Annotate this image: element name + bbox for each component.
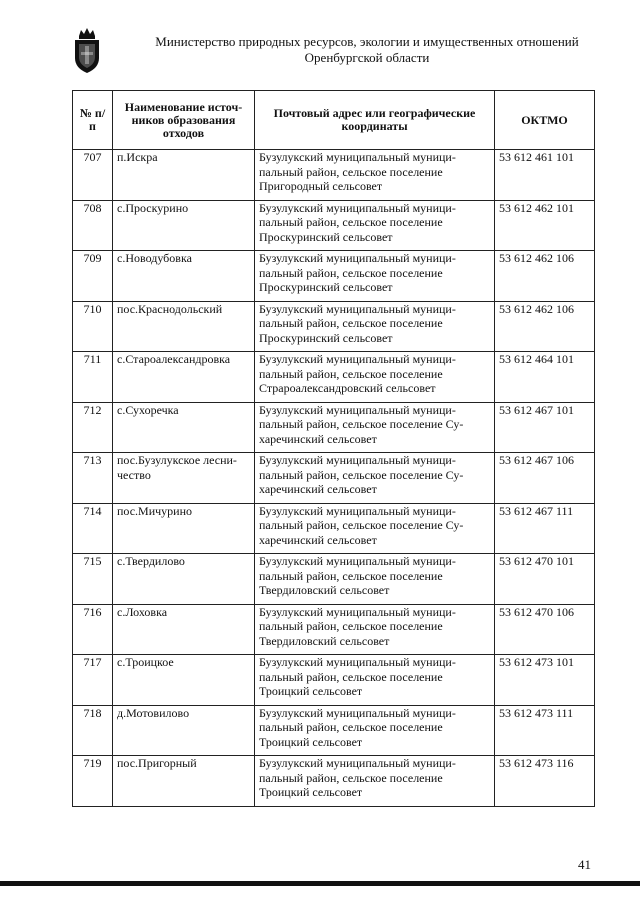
ministry-title-line2: Оренбургской области bbox=[304, 50, 430, 65]
source-name: с.Проскурино bbox=[113, 200, 255, 251]
source-name: с.Троицкое bbox=[113, 655, 255, 706]
oktmo-code: 53 612 473 116 bbox=[495, 756, 595, 807]
source-name: с.Староалександровка bbox=[113, 352, 255, 403]
address-cell: Бузулукский муниципальный муници-пальный район, сельское поселение Пригородный сельсовет bbox=[255, 150, 495, 201]
row-number: 711 bbox=[73, 352, 113, 403]
address-cell: Бузулукский муниципальный муници-пальный район, сельское поселение Проскуринский сельсовет bbox=[255, 200, 495, 251]
column-header-oktmo: ОКТМО bbox=[495, 91, 595, 150]
ministry-title bbox=[132, 34, 602, 66]
table-header-row bbox=[73, 91, 595, 150]
oktmo-code: 53 612 464 101 bbox=[495, 352, 595, 403]
source-name: пос.Краснодольский bbox=[113, 301, 255, 352]
source-name: с.Новодубовка bbox=[113, 251, 255, 302]
address-cell: Бузулукский муниципальный муници-пальный район, сельское поселение Проскуринский сельсовет bbox=[255, 301, 495, 352]
source-name: пос.Пригорный bbox=[113, 756, 255, 807]
column-header-address: Почтовый адрес или географические координаты bbox=[255, 91, 495, 150]
source-name: с.Лоховка bbox=[113, 604, 255, 655]
address-cell: Бузулукский муниципальный муници-пальный район, сельское поселение Троицкий сельсовет bbox=[255, 655, 495, 706]
page-number: 41 bbox=[578, 857, 591, 872]
source-name: пос.Бузулукское лесни-чество bbox=[113, 453, 255, 504]
oktmo-code: 53 612 467 101 bbox=[495, 402, 595, 453]
row-number: 719 bbox=[73, 756, 113, 807]
document-header bbox=[72, 26, 612, 76]
table-row bbox=[73, 554, 595, 605]
ministry-title-line1: Министерство природных ресурсов, экологии и имущественных отношений bbox=[155, 34, 579, 49]
table-row bbox=[73, 655, 595, 706]
row-number: 718 bbox=[73, 705, 113, 756]
oktmo-code: 53 612 462 106 bbox=[495, 251, 595, 302]
oktmo-code: 53 612 467 106 bbox=[495, 453, 595, 504]
waste-sources-table bbox=[72, 90, 595, 807]
table-row bbox=[73, 705, 595, 756]
address-cell: Бузулукский муниципальный муници-пальный район, сельское поселение Су-харечинский сельсовет bbox=[255, 402, 495, 453]
row-number: 714 bbox=[73, 503, 113, 554]
table-row bbox=[73, 200, 595, 251]
address-cell: Бузулукский муниципальный муници-пальный район, сельское поселение Твердиловский сельсовет bbox=[255, 604, 495, 655]
row-number: 716 bbox=[73, 604, 113, 655]
oktmo-code: 53 612 473 101 bbox=[495, 655, 595, 706]
coat-of-arms-icon bbox=[72, 28, 102, 74]
row-number: 712 bbox=[73, 402, 113, 453]
oktmo-code: 53 612 470 101 bbox=[495, 554, 595, 605]
column-header-name: Наименование источ-ников образования отходов bbox=[113, 91, 255, 150]
address-cell: Бузулукский муниципальный муници-пальный район, сельское поселение Троицкий сельсовет bbox=[255, 705, 495, 756]
footer-rule bbox=[0, 881, 640, 886]
row-number: 713 bbox=[73, 453, 113, 504]
address-cell: Бузулукский муниципальный муници-пальный район, сельское поселение Троицкий сельсовет bbox=[255, 756, 495, 807]
row-number: 710 bbox=[73, 301, 113, 352]
row-number: 717 bbox=[73, 655, 113, 706]
oktmo-code: 53 612 462 106 bbox=[495, 301, 595, 352]
address-cell: Бузулукский муниципальный муници-пальный район, сельское поселение Су-харечинский сельсовет bbox=[255, 453, 495, 504]
row-number: 708 bbox=[73, 200, 113, 251]
row-number: 707 bbox=[73, 150, 113, 201]
oktmo-code: 53 612 473 111 bbox=[495, 705, 595, 756]
oktmo-code: 53 612 470 106 bbox=[495, 604, 595, 655]
address-cell: Бузулукский муниципальный муници-пальный район, сельское поселение Страроалександровский сельсовет bbox=[255, 352, 495, 403]
row-number: 715 bbox=[73, 554, 113, 605]
address-cell: Бузулукский муниципальный муници-пальный район, сельское поселение Проскуринский сельсовет bbox=[255, 251, 495, 302]
source-name: пос.Мичурино bbox=[113, 503, 255, 554]
address-cell: Бузулукский муниципальный муници-пальный район, сельское поселение Су-харечинский сельсовет bbox=[255, 503, 495, 554]
column-header-num: № п/п bbox=[73, 91, 113, 150]
source-name: с.Сухоречка bbox=[113, 402, 255, 453]
table-row bbox=[73, 453, 595, 504]
table-row bbox=[73, 756, 595, 807]
table-row bbox=[73, 352, 595, 403]
table-row bbox=[73, 402, 595, 453]
source-name: п.Искра bbox=[113, 150, 255, 201]
source-name: д.Мотовилово bbox=[113, 705, 255, 756]
table-row bbox=[73, 503, 595, 554]
row-number: 709 bbox=[73, 251, 113, 302]
table-row bbox=[73, 301, 595, 352]
table-row bbox=[73, 604, 595, 655]
oktmo-code: 53 612 462 101 bbox=[495, 200, 595, 251]
oktmo-code: 53 612 467 111 bbox=[495, 503, 595, 554]
source-name: с.Твердилово bbox=[113, 554, 255, 605]
table-row bbox=[73, 150, 595, 201]
oktmo-code: 53 612 461 101 bbox=[495, 150, 595, 201]
table-body bbox=[73, 150, 595, 807]
table-row bbox=[73, 251, 595, 302]
address-cell: Бузулукский муниципальный муници-пальный район, сельское поселение Твердиловский сельсовет bbox=[255, 554, 495, 605]
